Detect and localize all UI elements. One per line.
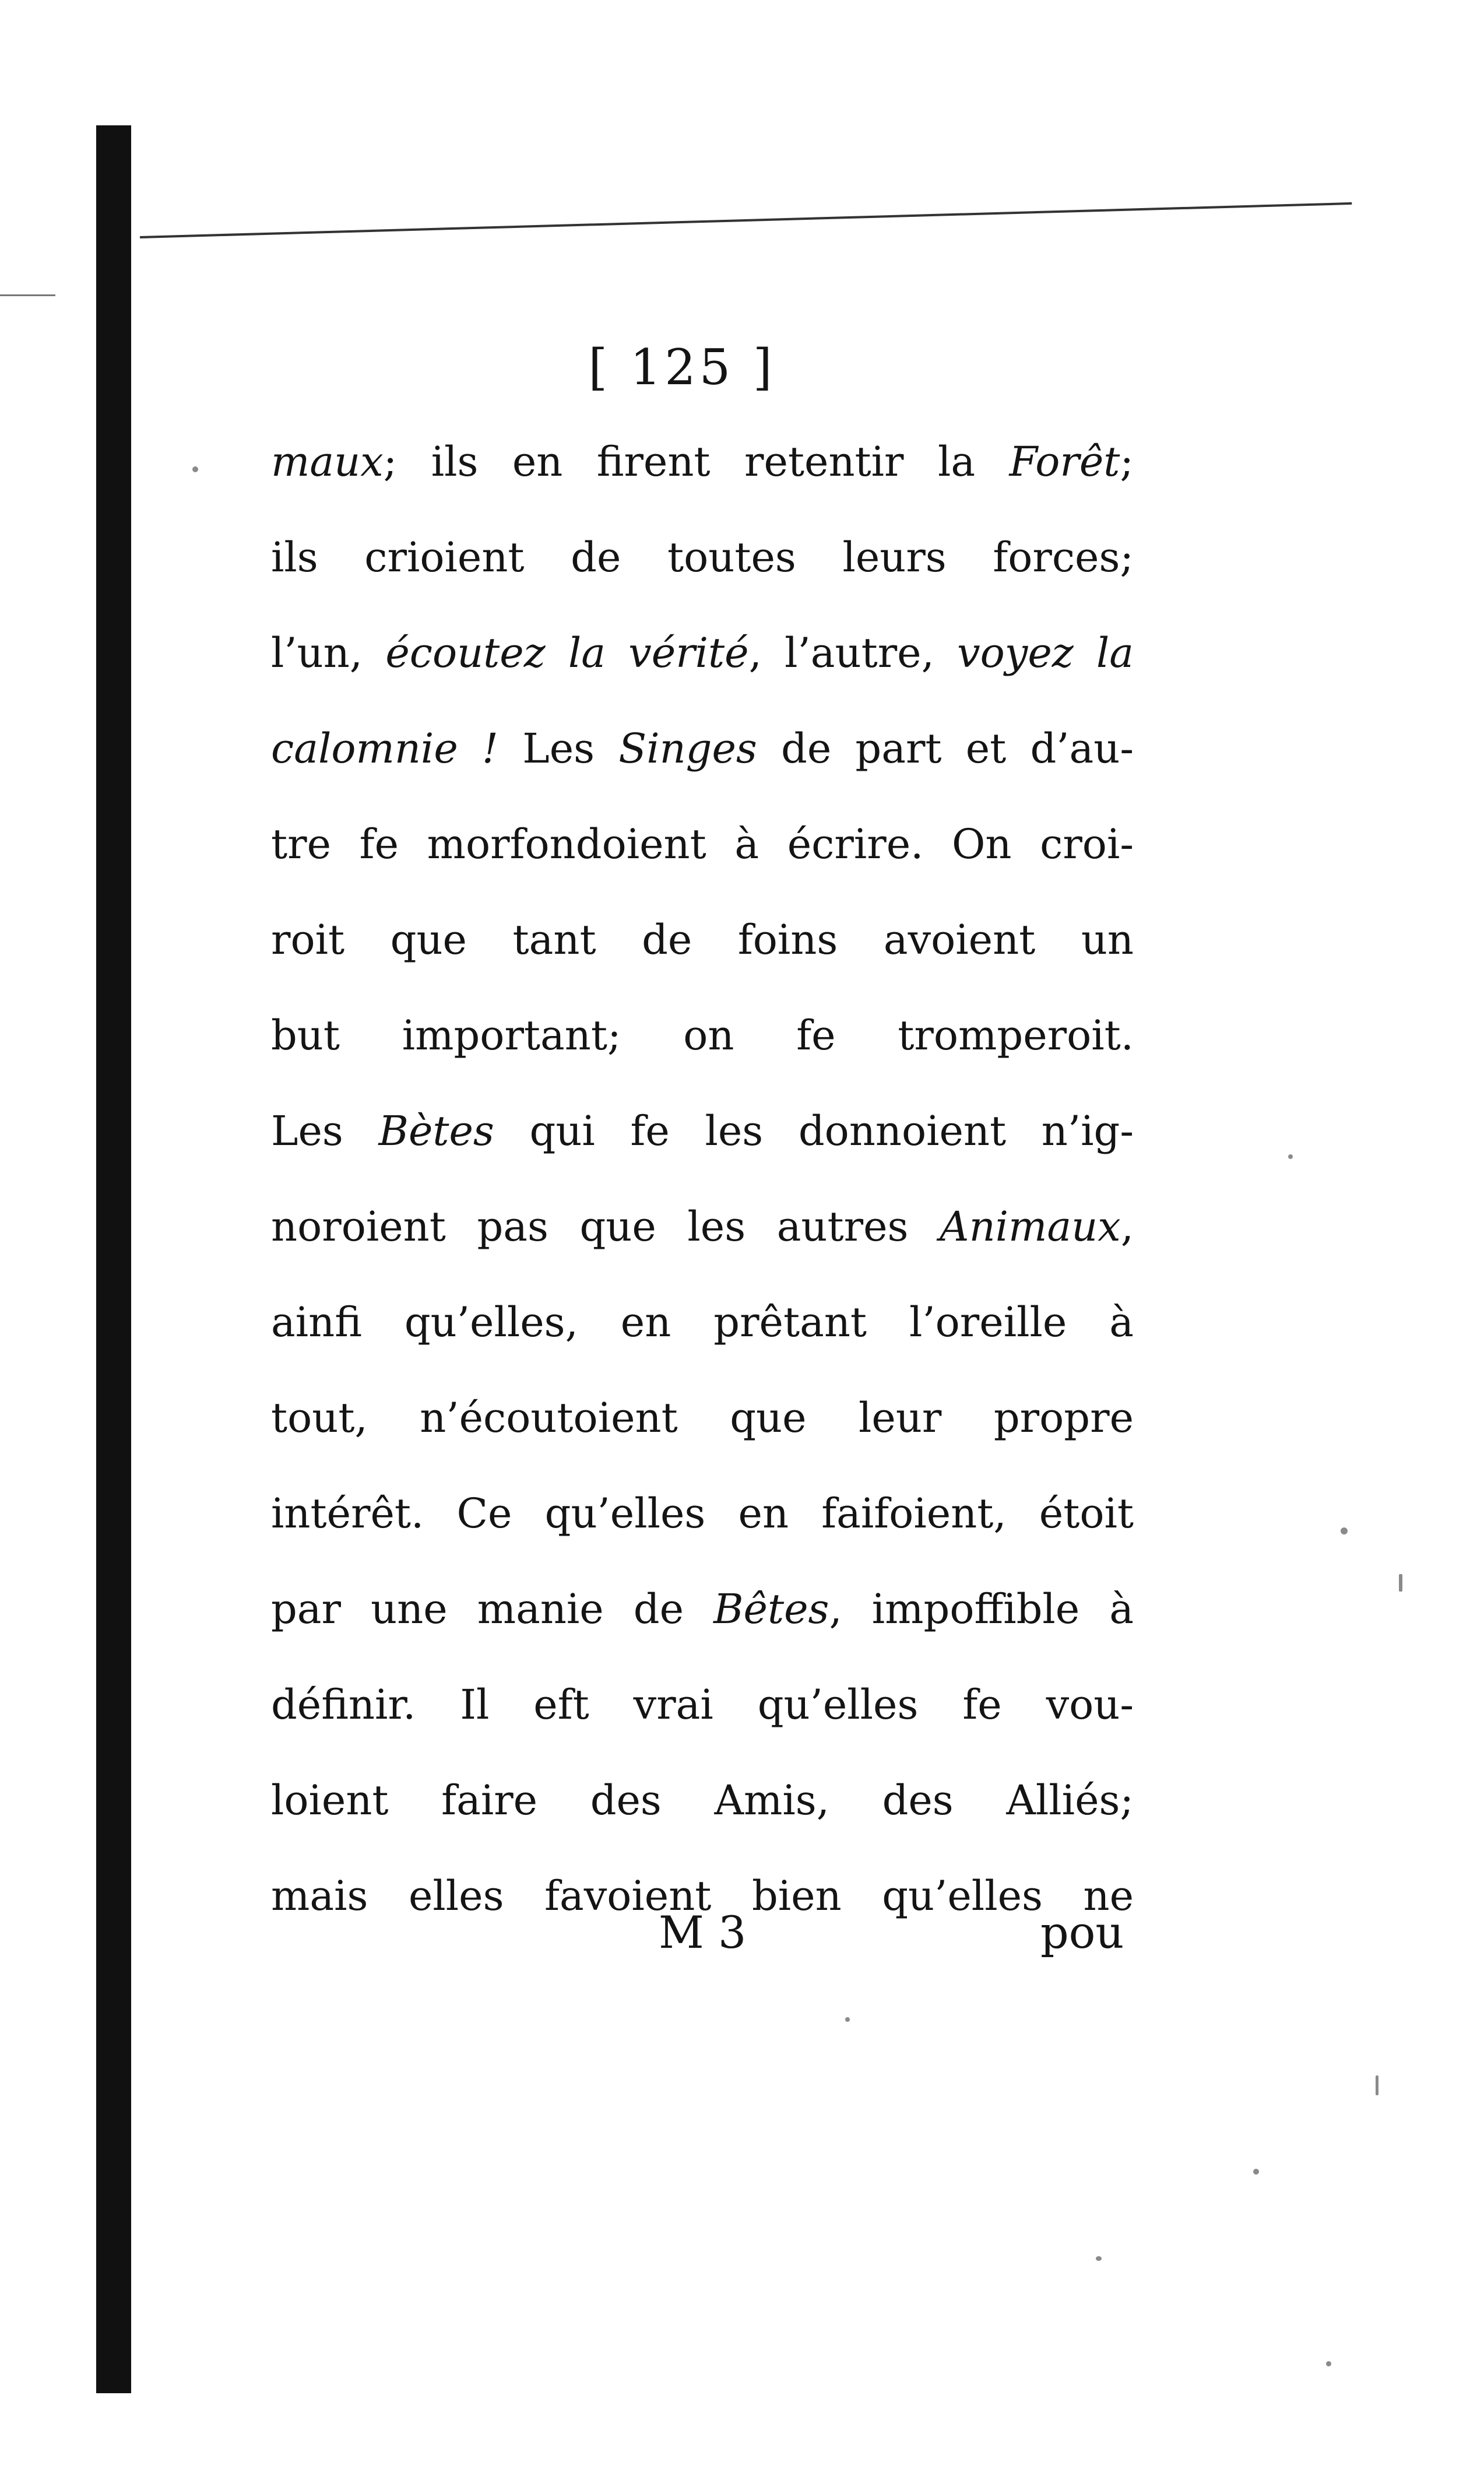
text-run: définir. Il eft vrai qu’elles fe vou- bbox=[271, 1681, 1134, 1729]
page-number: [ 125 ] bbox=[588, 339, 776, 396]
text-run: Les bbox=[498, 725, 619, 772]
text-line bbox=[271, 605, 1134, 701]
text-run: l’un, bbox=[271, 629, 386, 677]
text-line bbox=[271, 988, 1134, 1083]
text-run: noroient pas que les autres bbox=[271, 1203, 940, 1251]
scan-edge-rule bbox=[0, 294, 55, 296]
text-run: , l’autre, bbox=[748, 629, 958, 677]
catchword: pou bbox=[1040, 1906, 1124, 1958]
italic-text: Bêtes bbox=[713, 1585, 829, 1633]
ink-speck bbox=[1341, 1527, 1348, 1534]
signature-mark: M 3 bbox=[659, 1906, 747, 1958]
text-run: ainfi qu’elles, en prêtant l’oreille à bbox=[271, 1298, 1134, 1346]
text-line bbox=[271, 414, 1134, 510]
text-line bbox=[271, 1083, 1134, 1179]
ink-speck bbox=[1288, 1154, 1293, 1159]
text-run: intérêt. Ce qu’elles en faifoient, étoit bbox=[271, 1490, 1134, 1537]
text-line bbox=[271, 510, 1134, 605]
text-line bbox=[271, 1370, 1134, 1466]
page-top-rule bbox=[140, 202, 1352, 238]
ink-speck bbox=[1376, 2075, 1378, 2095]
text-run: tout, n’écoutoient que leur propre bbox=[271, 1394, 1134, 1442]
text-line bbox=[271, 1466, 1134, 1561]
text-run: , bbox=[1120, 1203, 1134, 1251]
ink-speck bbox=[1326, 2361, 1331, 2366]
text-run: but important; on fe tromperoit. bbox=[271, 1012, 1134, 1059]
italic-text: Bètes bbox=[378, 1107, 494, 1155]
italic-text: Animaux bbox=[940, 1203, 1121, 1251]
text-run: tre fe morfondoient à écrire. On croi- bbox=[271, 820, 1134, 868]
italic-text: Singes bbox=[618, 725, 757, 772]
text-run: roit que tant de foins avoient un bbox=[271, 916, 1134, 964]
ink-speck bbox=[845, 2017, 850, 2022]
text-run: ; ils en firent retentir la bbox=[383, 438, 1010, 486]
ink-speck bbox=[1399, 1574, 1402, 1592]
text-run: Les bbox=[271, 1107, 379, 1155]
italic-text: écoutez la vérité bbox=[385, 629, 749, 677]
text-line bbox=[271, 892, 1134, 988]
ink-speck bbox=[1253, 2169, 1259, 2175]
text-run: ils crioient de toutes leurs forces; bbox=[271, 533, 1134, 581]
text-line bbox=[271, 1274, 1134, 1370]
text-run: ; bbox=[1120, 438, 1134, 486]
text-line bbox=[271, 796, 1134, 892]
text-run: mais elles favoient bien qu’elles ne bbox=[271, 1872, 1134, 1920]
text-run: par une manie de bbox=[271, 1585, 714, 1633]
binding-shadow-bar bbox=[96, 125, 131, 2393]
ink-speck bbox=[192, 466, 198, 472]
italic-text: voyez la bbox=[957, 629, 1134, 677]
italic-text: calomnie ! bbox=[271, 725, 499, 772]
italic-text: maux bbox=[271, 438, 384, 486]
body-text bbox=[271, 414, 1134, 1944]
text-line bbox=[271, 701, 1134, 796]
text-run: loient faire des Amis, des Alliés; bbox=[271, 1776, 1134, 1824]
italic-text: Forêt bbox=[1009, 438, 1120, 486]
text-line bbox=[271, 1561, 1134, 1657]
text-run: , impoffible à bbox=[829, 1585, 1134, 1633]
text-run: de part et d’au- bbox=[757, 725, 1134, 772]
ink-speck bbox=[1096, 2256, 1102, 2261]
text-line bbox=[271, 1657, 1134, 1752]
text-line bbox=[271, 1179, 1134, 1274]
text-run: qui fe les donnoient n’ig- bbox=[494, 1107, 1134, 1155]
text-line bbox=[271, 1752, 1134, 1848]
